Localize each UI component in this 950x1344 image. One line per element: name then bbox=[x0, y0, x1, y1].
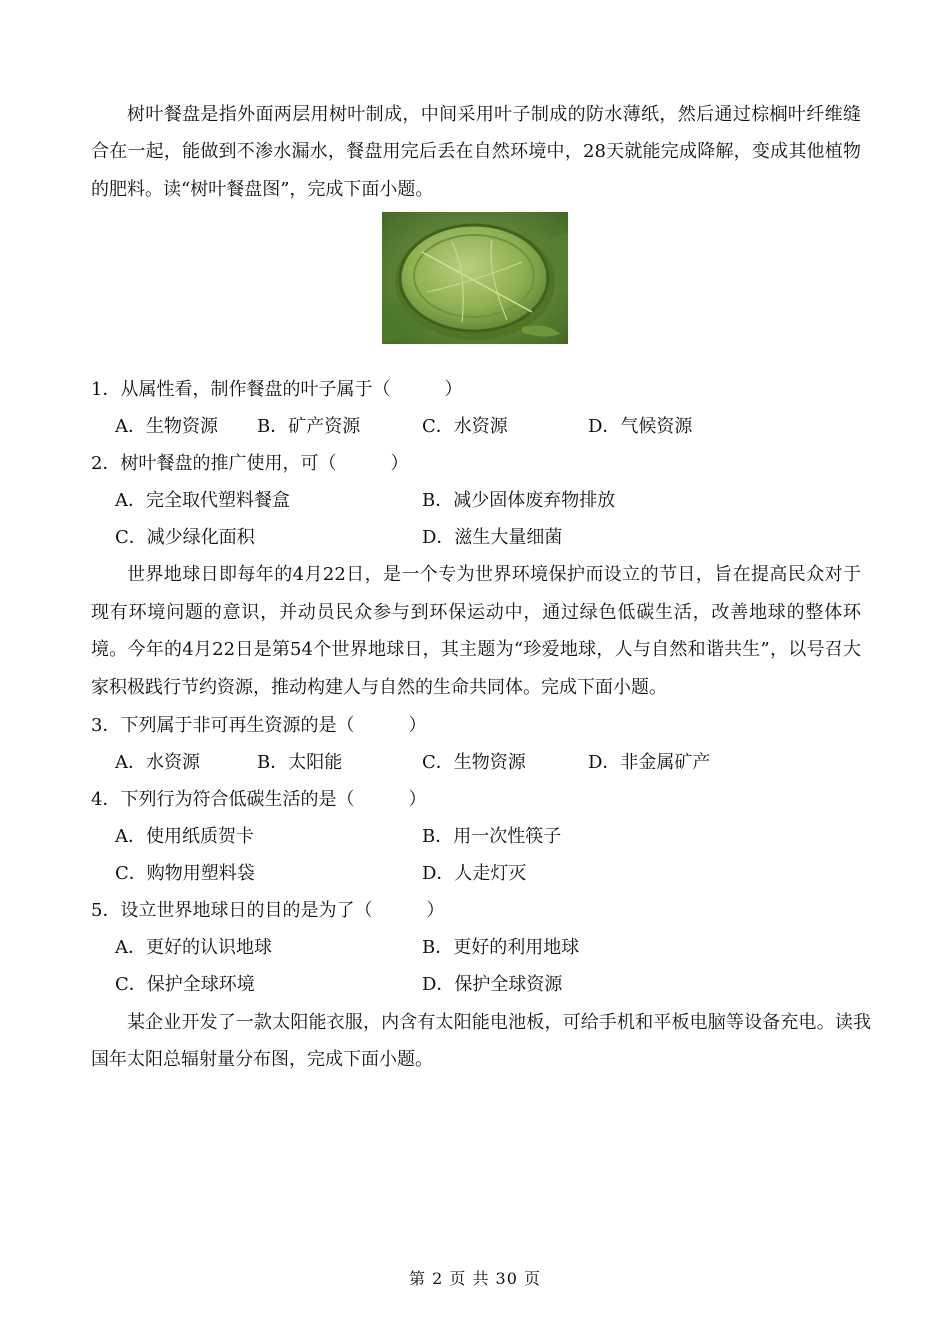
question-5-stem: 5．设立世界地球日的目的是为了（ ） bbox=[91, 900, 445, 921]
intro-paragraph-earth-day: 世界地球日即每年的4月22日，是一个专为世界环境保护而设立的节日，旨在提高民众对于现有环境问题的意识，并动员民众参与到环保运动中，通过绿色低碳生活，改善地球的整体环境。今年的4月22日是第54个世界地球日，其主题为“珍爱地球，人与自然和谐共生”，以号召大家积极践行节约资源，推动构建人与自然的生命共同体。完成下面小题。 bbox=[91, 564, 861, 698]
intro-paragraph-solar-clothing: 某企业开发了一款太阳能衣服，内含有太阳能电池板，可给手机和平板电脑等设备充电。读我国年太阳总辐射量分布图，完成下面小题。 bbox=[91, 1012, 871, 1071]
question-5-option-b[interactable]: B．更好的利用地球 bbox=[422, 937, 580, 958]
question-3-stem: 3．下列属于非可再生资源的是（ ） bbox=[91, 715, 427, 736]
question-3-option-b[interactable]: B．太阳能 bbox=[257, 752, 343, 773]
question-3-option-d[interactable]: D．非金属矿产 bbox=[588, 752, 711, 773]
question-1-option-c[interactable]: C．水资源 bbox=[422, 416, 508, 437]
question-4-option-d[interactable]: D．人走灯灭 bbox=[422, 863, 527, 884]
question-4-option-c[interactable]: C．购物用塑料袋 bbox=[115, 863, 255, 884]
question-1-stem: 1．从属性看，制作餐盘的叶子属于（ ） bbox=[91, 379, 463, 400]
question-5-option-d[interactable]: D．保护全球资源 bbox=[422, 974, 563, 995]
question-4-option-b[interactable]: B．用一次性筷子 bbox=[422, 826, 562, 847]
question-5-option-a[interactable]: A．更好的认识地球 bbox=[115, 937, 272, 958]
question-1-option-b[interactable]: B．矿产资源 bbox=[257, 416, 361, 437]
question-4-stem: 4．下列行为符合低碳生活的是（ ） bbox=[91, 789, 427, 810]
question-2-option-a[interactable]: A．完全取代塑料餐盒 bbox=[115, 490, 290, 511]
question-1-option-a[interactable]: A．生物资源 bbox=[115, 416, 218, 437]
question-4-option-a[interactable]: A．使用纸质贺卡 bbox=[115, 826, 254, 847]
leaf-plate-photo bbox=[382, 212, 568, 344]
intro-paragraph-leaf-plate: 树叶餐盘是指外面两层用树叶制成，中间采用叶子制成的防水薄纸，然后通过棕榈叶纤维缝合在一起，能做到不渗水漏水，餐盘用完后丢在自然环境中，28天就能完成降解，变成其他植物的肥料。读“树叶餐盘图”，完成下面小题。 bbox=[91, 104, 861, 200]
question-5-option-c[interactable]: C．保护全球环境 bbox=[115, 974, 255, 995]
page-number-footer: 第 2 页 共 30 页 bbox=[409, 1269, 541, 1288]
question-3-option-c[interactable]: C．生物资源 bbox=[422, 752, 526, 773]
question-2-option-b[interactable]: B．减少固体废弃物排放 bbox=[422, 490, 616, 511]
question-3-option-a[interactable]: A．水资源 bbox=[115, 752, 200, 773]
question-2-stem: 2．树叶餐盘的推广使用，可（ ） bbox=[91, 453, 409, 474]
question-2-option-d[interactable]: D．滋生大量细菌 bbox=[422, 527, 563, 548]
question-1-option-d[interactable]: D．气候资源 bbox=[588, 416, 693, 437]
question-2-option-c[interactable]: C．减少绿化面积 bbox=[115, 527, 255, 548]
